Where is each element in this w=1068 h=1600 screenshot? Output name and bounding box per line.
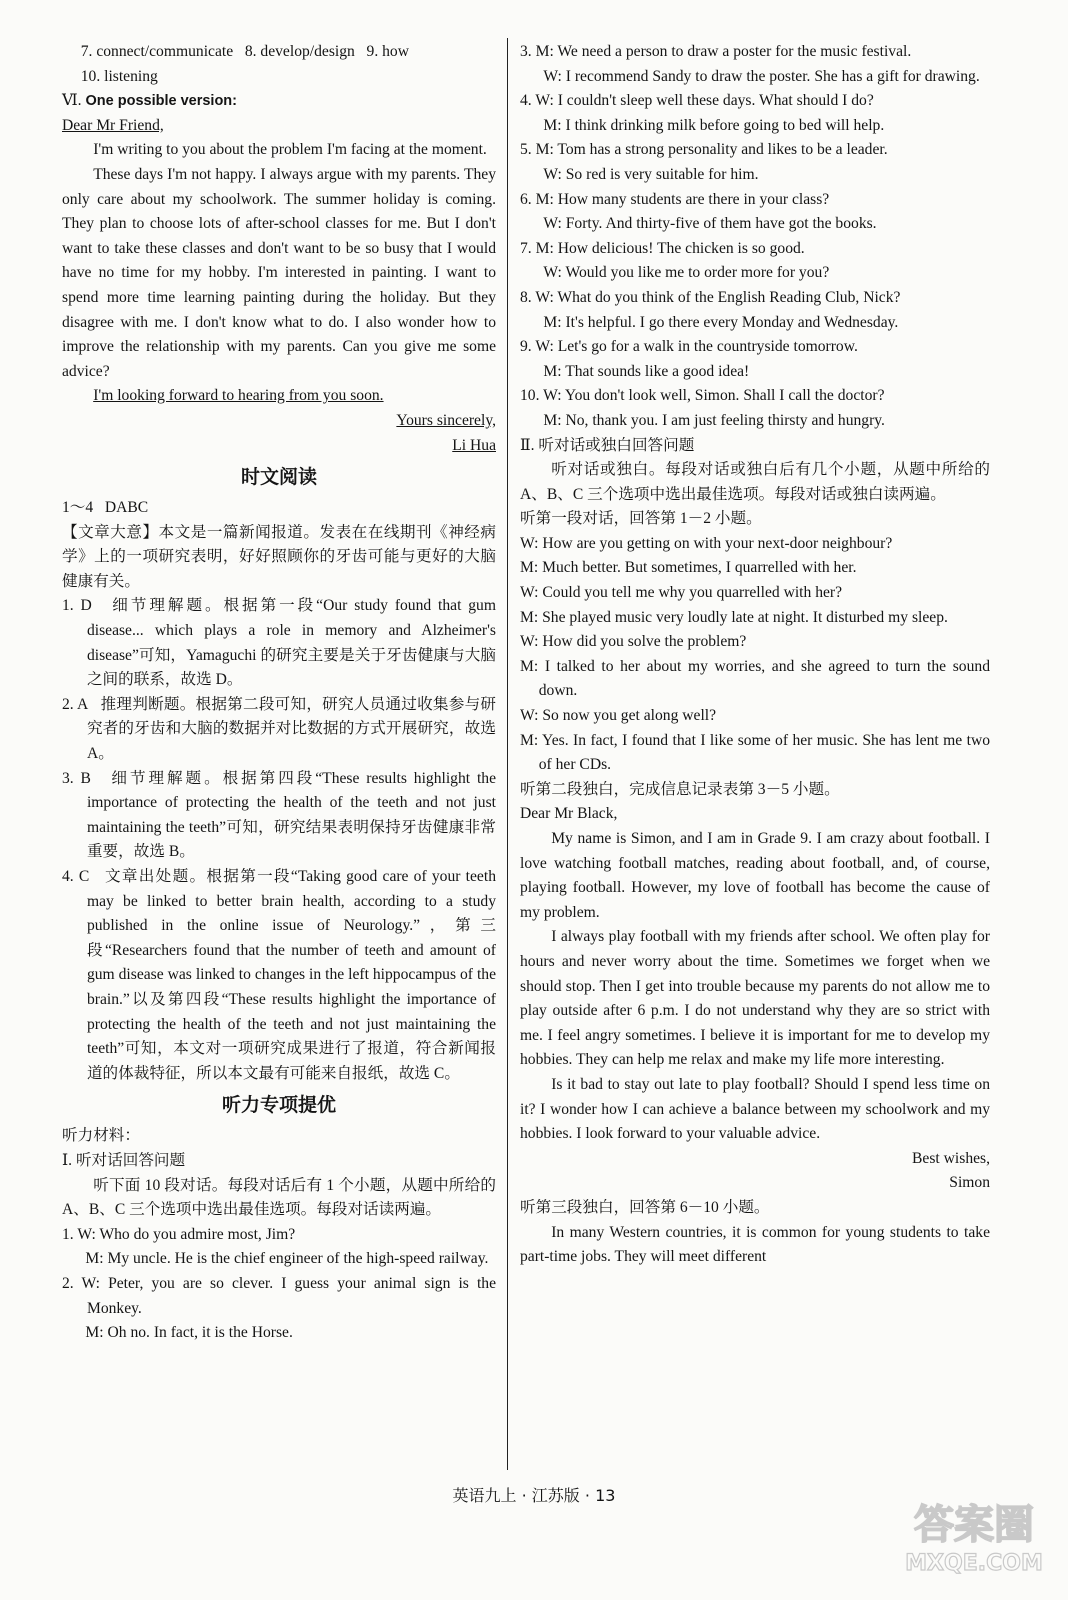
reading-summary: 【文章大意】本文是一篇新闻报道。发表在在线期刊《神经病学》上的一项研究表明，好好照顾你的牙齿可能与更好的大脑健康有关。 [62, 523, 496, 590]
conversation-line: W: How did you solve the problem? [520, 633, 747, 651]
conversation-line: M: I talked to her about my worries, and she agreed to turn the sound down. [520, 657, 990, 700]
part-2-title: Ⅱ. 听对话或独白回答问题 [520, 436, 695, 454]
dialog-item: 1. W: Who do you admire most, Jim? M: My uncle. He is the chief engineer of the high-speed railway. [62, 1225, 489, 1268]
monologue-3-title: 听第三段独白，回答第 6－10 小题。 [520, 1198, 770, 1216]
reading-answers: 1～4 DABC [62, 499, 149, 517]
dialog-item: 5. M: Tom has a strong personality and likes to be a leader. W: So red is very suitable for him. [520, 141, 888, 183]
monologue-paragraph: Is it bad to stay out late to play football? Should I spend less time on it? I wonder how I can achieve a balance between my schoolwork and my hobbies. I look forward to your valuable advice. [520, 1075, 990, 1143]
letter-salutation: Dear Mr Friend, [62, 116, 164, 134]
page-footer: 英语九上 · 江苏版 · 13 [452, 1486, 616, 1505]
dialog-item: 3. M: We need a person to draw a poster for the music festival. W: I recommend Sandy to draw the poster. She has a gift for drawing. [520, 43, 980, 85]
dialog-item: 2. W: Peter, you are so clever. I guess your animal sign is the Monkey. M: Oh no. In fact, it is the Horse. [62, 1274, 496, 1342]
monologue-closing: Best wishes, [912, 1149, 990, 1167]
letter-paragraph: I'm writing to you about the problem I'm facing at the moment. [93, 141, 487, 159]
letter-signature: Li Hua [452, 436, 496, 454]
left-column [62, 40, 496, 1346]
conversation-1-title: 听第一段对话，回答第 1－2 小题。 [520, 510, 762, 528]
conversation-line: W: Could you tell me why you quarrelled with her? [520, 584, 843, 602]
explanation-item: 1. D 细节理解题。根据第一段“Our study found that gum disease... which plays a role in memory and Alzheimer's disease”可知，Yamaguchi 的研究主要是关于牙齿健康与大脑之间的联系，故选 D。 [62, 597, 496, 689]
dialog-item: 4. W: I couldn't sleep well these days. What should I do? M: I think drinking milk before going to bed will help. [520, 92, 885, 134]
answer-line: 7. connect/communicate 8. develop/design 9. how [80, 43, 409, 60]
listening-heading: 听力专项提优 [221, 1094, 336, 1117]
dialog-item: 9. W: Let's go for a walk in the countryside tomorrow. M: That sounds like a good idea! [520, 338, 858, 380]
letter-closing: Yours sincerely, [396, 411, 496, 429]
letter-paragraph: These days I'm not happy. I always argue with my parents. They only care about my schoolwork. The summer holiday is coming. They plan to choose lots of after-school classes for me. But I don't want to take these classes and don't want to be so busy that I would have no time for my hobby. I'm interested in painting. I want to spend more time learning painting during the holiday. But they disagree with me. I don't know what to do. I also wonder how to improve the relationship with my parents. Can you give me some advice? [62, 165, 496, 380]
conversation-line: M: Much better. But sometimes, I quarrelled with her. [520, 559, 857, 577]
conversation-line: M: Yes. In fact, I found that I like some of her music. She has lent me two of her CDs. [520, 731, 990, 774]
explanation-item: 2. A 推理判断题。根据第二段可知，研究人员通过收集参与研究者的牙齿和大脑的数据并对比数据的方式开展研究，故选 A。 [62, 695, 496, 763]
part-2-instructions: 听对话或独白。每段对话或独白后有几个小题，从题中所给的 A、B、C 三个选项中选出最佳选项。每段对话或独白读两遍。 [520, 461, 990, 503]
listening-material-label: 听力材料： [62, 1127, 140, 1145]
dialog-item: 8. W: What do you think of the English Reading Club, Nick? M: It's helpful. I go there every Monday and Wednesday. [520, 288, 901, 331]
dialog-item: 7. M: How delicious! The chicken is so good. W: Would you like me to order more for you? [520, 239, 830, 282]
explanation-item: 3. B 细节理解题。根据第四段“These results highlight the importance of protecting the health of the teeth and not just maintaining the teeth”可知，研究结果表明保持牙齿健康非常重要，故选 B。 [62, 769, 496, 861]
explanation-item: 4. C 文章出处题。根据第一段“Taking good care of your teeth may be linked to better brain health, according to a study published in the online issue of Neurology.”，第三段“Researchers found that the number of teeth and amount of gum disease was linked to changes in the left hippocampus of the brain.”以及第四段“These results highlight the importance of protecting the health of the teeth and not just maintaining the teeth”可知，本文对一项研究成果进行了报道，符合新闻报道的体裁特征，所以本文最有可能来自报纸，故选 C。 [62, 868, 496, 1082]
right-column [520, 40, 990, 1270]
watermark-logo [894, 1492, 1054, 1582]
monologue-paragraph: In many Western countries, it is common for young students to take part-time jobs. They will meet different [520, 1223, 990, 1266]
monologue-paragraph: My name is Simon, and I am in Grade 9. I am crazy about football. I love watching football matches, reading about football, and, of course, playing football. However, my love of football has become the cause of my problem. [520, 830, 990, 921]
part-1-instructions: 听下面 10 段对话。每段对话后有 1 个小题，从题中所给的 A、B、C 三个选项中选出最佳选项。每段对话读两遍。 [62, 1176, 496, 1219]
dialog-item: 10. W: You don't look well, Simon. Shall I call the doctor? M: No, thank you. I am just feeling thirsty and hungry. [520, 387, 885, 429]
part-1-title: Ⅰ. 听对话回答问题 [62, 1151, 186, 1169]
watermark-text: 答案圈 [914, 1502, 1034, 1548]
dialog-item: 6. M: How many students are there in your class? W: Forty. And thirty-five of them have got the books. [520, 190, 877, 233]
monologue-paragraph: I always play football with my friends after school. We often play for hours and never worry about the time. Sometimes we forget when we should stop. Then I get into trouble because my parents do not allow me to play outside after 6 p.m. I do not understand why they are so strict with me. I feel angry sometimes. I believe it is important for me to develop my hobbies. They can help me relax and make my life more interesting. [520, 928, 990, 1069]
reading-heading: 时文阅读 [240, 466, 317, 489]
answer-line: 10. listening [80, 67, 158, 85]
monologue-2-salutation: Dear Mr Black, [520, 805, 618, 823]
conversation-line: W: How are you getting on with your next-door neighbour? [520, 534, 893, 552]
section-6-title: Ⅵ. One possible version: [62, 92, 237, 110]
monologue-signature: Simon [949, 1174, 990, 1192]
conversation-line: M: She played music very loudly late at night. It disturbed my sleep. [520, 608, 948, 626]
letter-closing-sentence: I'm looking forward to hearing from you soon. [93, 387, 384, 405]
watermark-url: MXQE.COM [905, 1551, 1043, 1576]
conversation-line: W: So now you get along well? [520, 707, 717, 725]
column-divider [507, 38, 508, 1470]
monologue-2-title: 听第二段独白，完成信息记录表第 3－5 小题。 [520, 780, 840, 798]
